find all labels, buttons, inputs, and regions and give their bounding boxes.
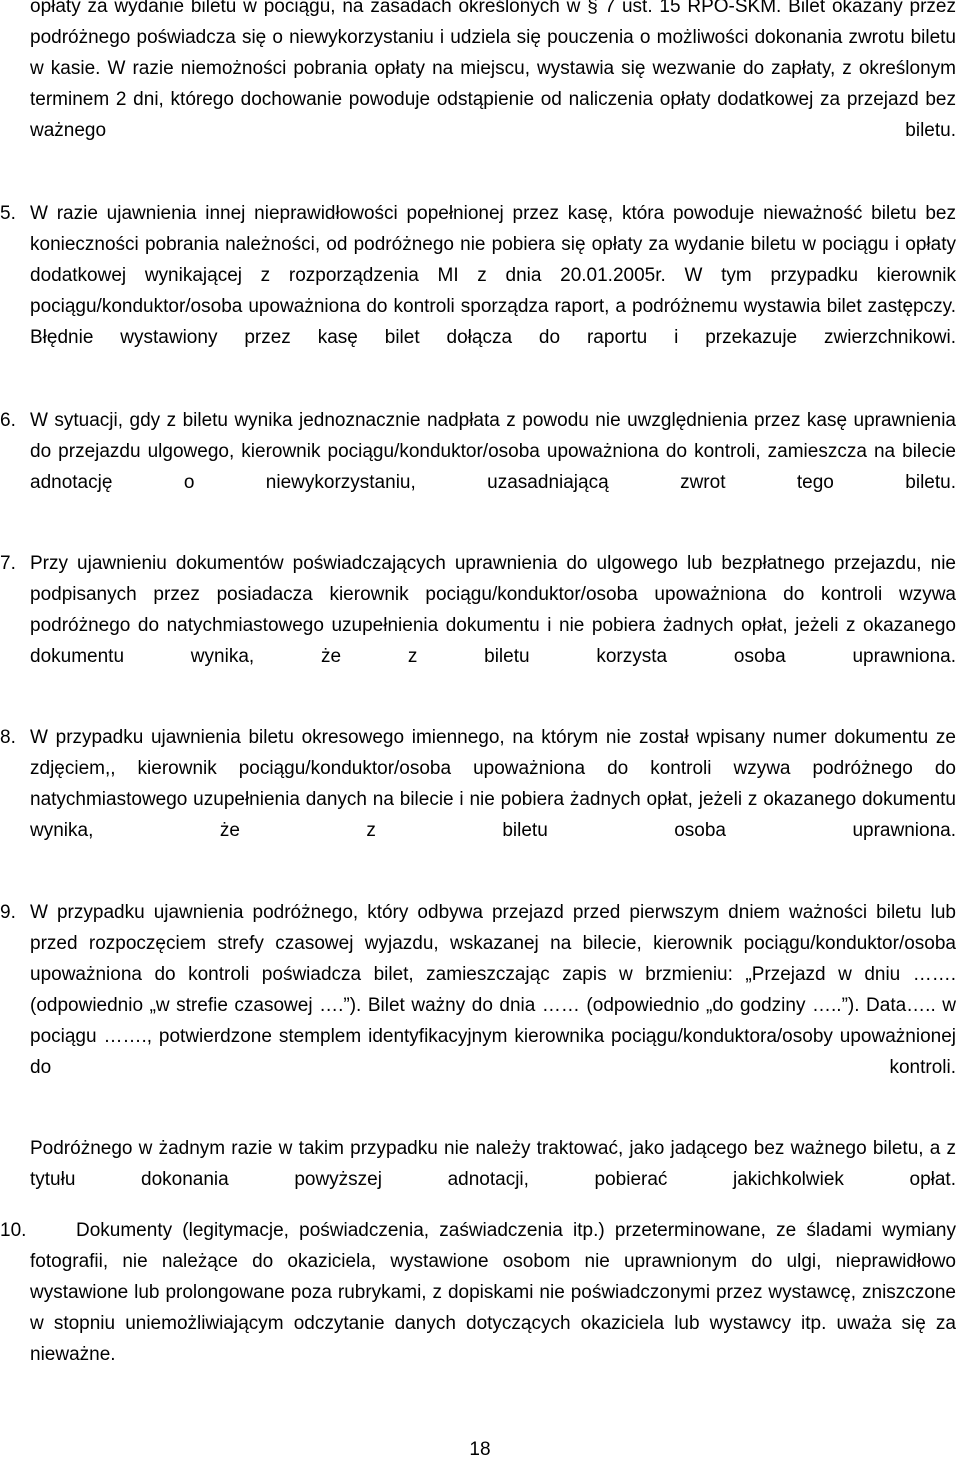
paragraph-9-note: Podróżnego w żadnym razie w takim przypadku nie należy traktować, jako jadącego bez ważnego biletu, a z tytułu dokonania powyższej adnotacji, pobierać jakichkolwiek opłat.	[30, 1138, 956, 1190]
paragraph-10-text: Dokumenty (legitymacje, poświadczenia, zaświadczenia itp.) przeterminowane, ze śladami wymiany fotografii, nie należące do okaziciela, wystawione osobom nie uprawnionym do ulgi, nieprawidłowo wystawione lub prolongowane poza rubrykami, z dopiskami nie poświadczonymi przez wystawcę, zniszczone w stopniu uniemożliwiającym odczytanie danych dotyczących okaziciela lub wystawcy itp. uważa się za nieważne.	[30, 1220, 956, 1365]
paragraph-6-text: W sytuacji, gdy z biletu wynika jednoznacznie nadpłata z powodu nie uwzględnienia przez kasę uprawnienia do przejazdu ulgowego, kierownik pociągu/konduktor/osoba upoważniona do kontroli, zamieszcza na bilecie adnotację o niewykorzystaniu, uzasadniającą zwrot tego biletu.	[30, 410, 956, 493]
paragraph-6-number: 6.	[0, 410, 16, 431]
paragraph-4-continued: opłaty za wydanie biletu w pociągu, na zasadach określonych w § 7 ust. 15 RPO-SKM. Bilet okazany przez podróżnego poświadcza się o niewykorzystaniu i udziela się pouczenia o możliwości dokonania zwrotu biletu w kasie. W razie niemożności pobrania opłaty na miejscu, wystawia się wezwanie do zapłaty, z określonym terminem 2 dni, którego dochowanie powoduje odstąpienie od naliczenia opłaty dodatkowej za przejazd bez ważnego biletu.	[30, 0, 956, 141]
paragraph-5-text: W razie ujawnienia innej nieprawidłowości popełnionej przez kasę, która powoduje nieważność biletu bez konieczności pobrania należności, od podróżnego nie pobiera się opłaty za wydanie biletu w pociągu i opłaty dodatkowej wynikającej z rozporządzenia MI z dnia 20.01.2005r. W tym przypadku kierownik pociągu/konduktor/osoba upoważniona do kontroli sporządza raport, a podróżnemu wystawia bilet zastępczy. Błędnie wystawiony przez kasę bilet dołącza do raportu i przekazuje zwierzchnikowi.	[30, 203, 956, 348]
paragraph-7-number: 7.	[0, 553, 16, 574]
paragraph-5-number: 5.	[0, 203, 16, 224]
paragraph-10-number: 10.	[0, 1220, 27, 1241]
paragraph-9-text: W przypadku ujawnienia podróżnego, który odbywa przejazd przed pierwszym dniem ważności biletu lub przed rozpoczęciem strefy czasowej wyjazdu, wskazanej na bilecie, kierownik pociągu/konduktor/osoba upoważniona do kontroli poświadcza bilet, zamieszczając zapis w brzmieniu: „Przejazd w dniu …….(odpowiednio „w strefie czasowej ….”). Bilet ważny do dnia …… (odpowiednio „do godziny …..”). Data….. w pociągu ……., potwierdzone stemplem identyfikacyjnym kierownika pociągu/konduktora/osoby upoważnionej do kontroli.	[30, 902, 956, 1078]
paragraph-7-text: Przy ujawnieniu dokumentów poświadczających uprawnienia do ulgowego lub bezpłatnego przejazdu, nie podpisanych przez posiadacza kierownik pociągu/konduktor/osoba upoważniona do kontroli wzywa podróżnego do natychmiastowego uzupełnienia dokumentu i nie pobiera żadnych opłat, jeżeli z okazanego dokumentu wynika, że z biletu korzysta osoba uprawniona.	[30, 553, 956, 667]
paragraph-8-text: W przypadku ujawnienia biletu okresowego imiennego, na którym nie został wpisany numer dokumentu ze zdjęciem,, kierownik pociągu/konduktor/osoba upoważniona do kontroli wzywa podróżnego do natychmiastowego uzupełnienia danych na bilecie i nie pobiera żadnych opłat, jeżeli z okazanego dokumentu wynika, że z biletu osoba uprawniona.	[30, 727, 956, 841]
paragraph-8-number: 8.	[0, 727, 16, 748]
paragraph-9-number: 9.	[0, 902, 16, 923]
page-number: 18	[469, 1439, 491, 1460]
